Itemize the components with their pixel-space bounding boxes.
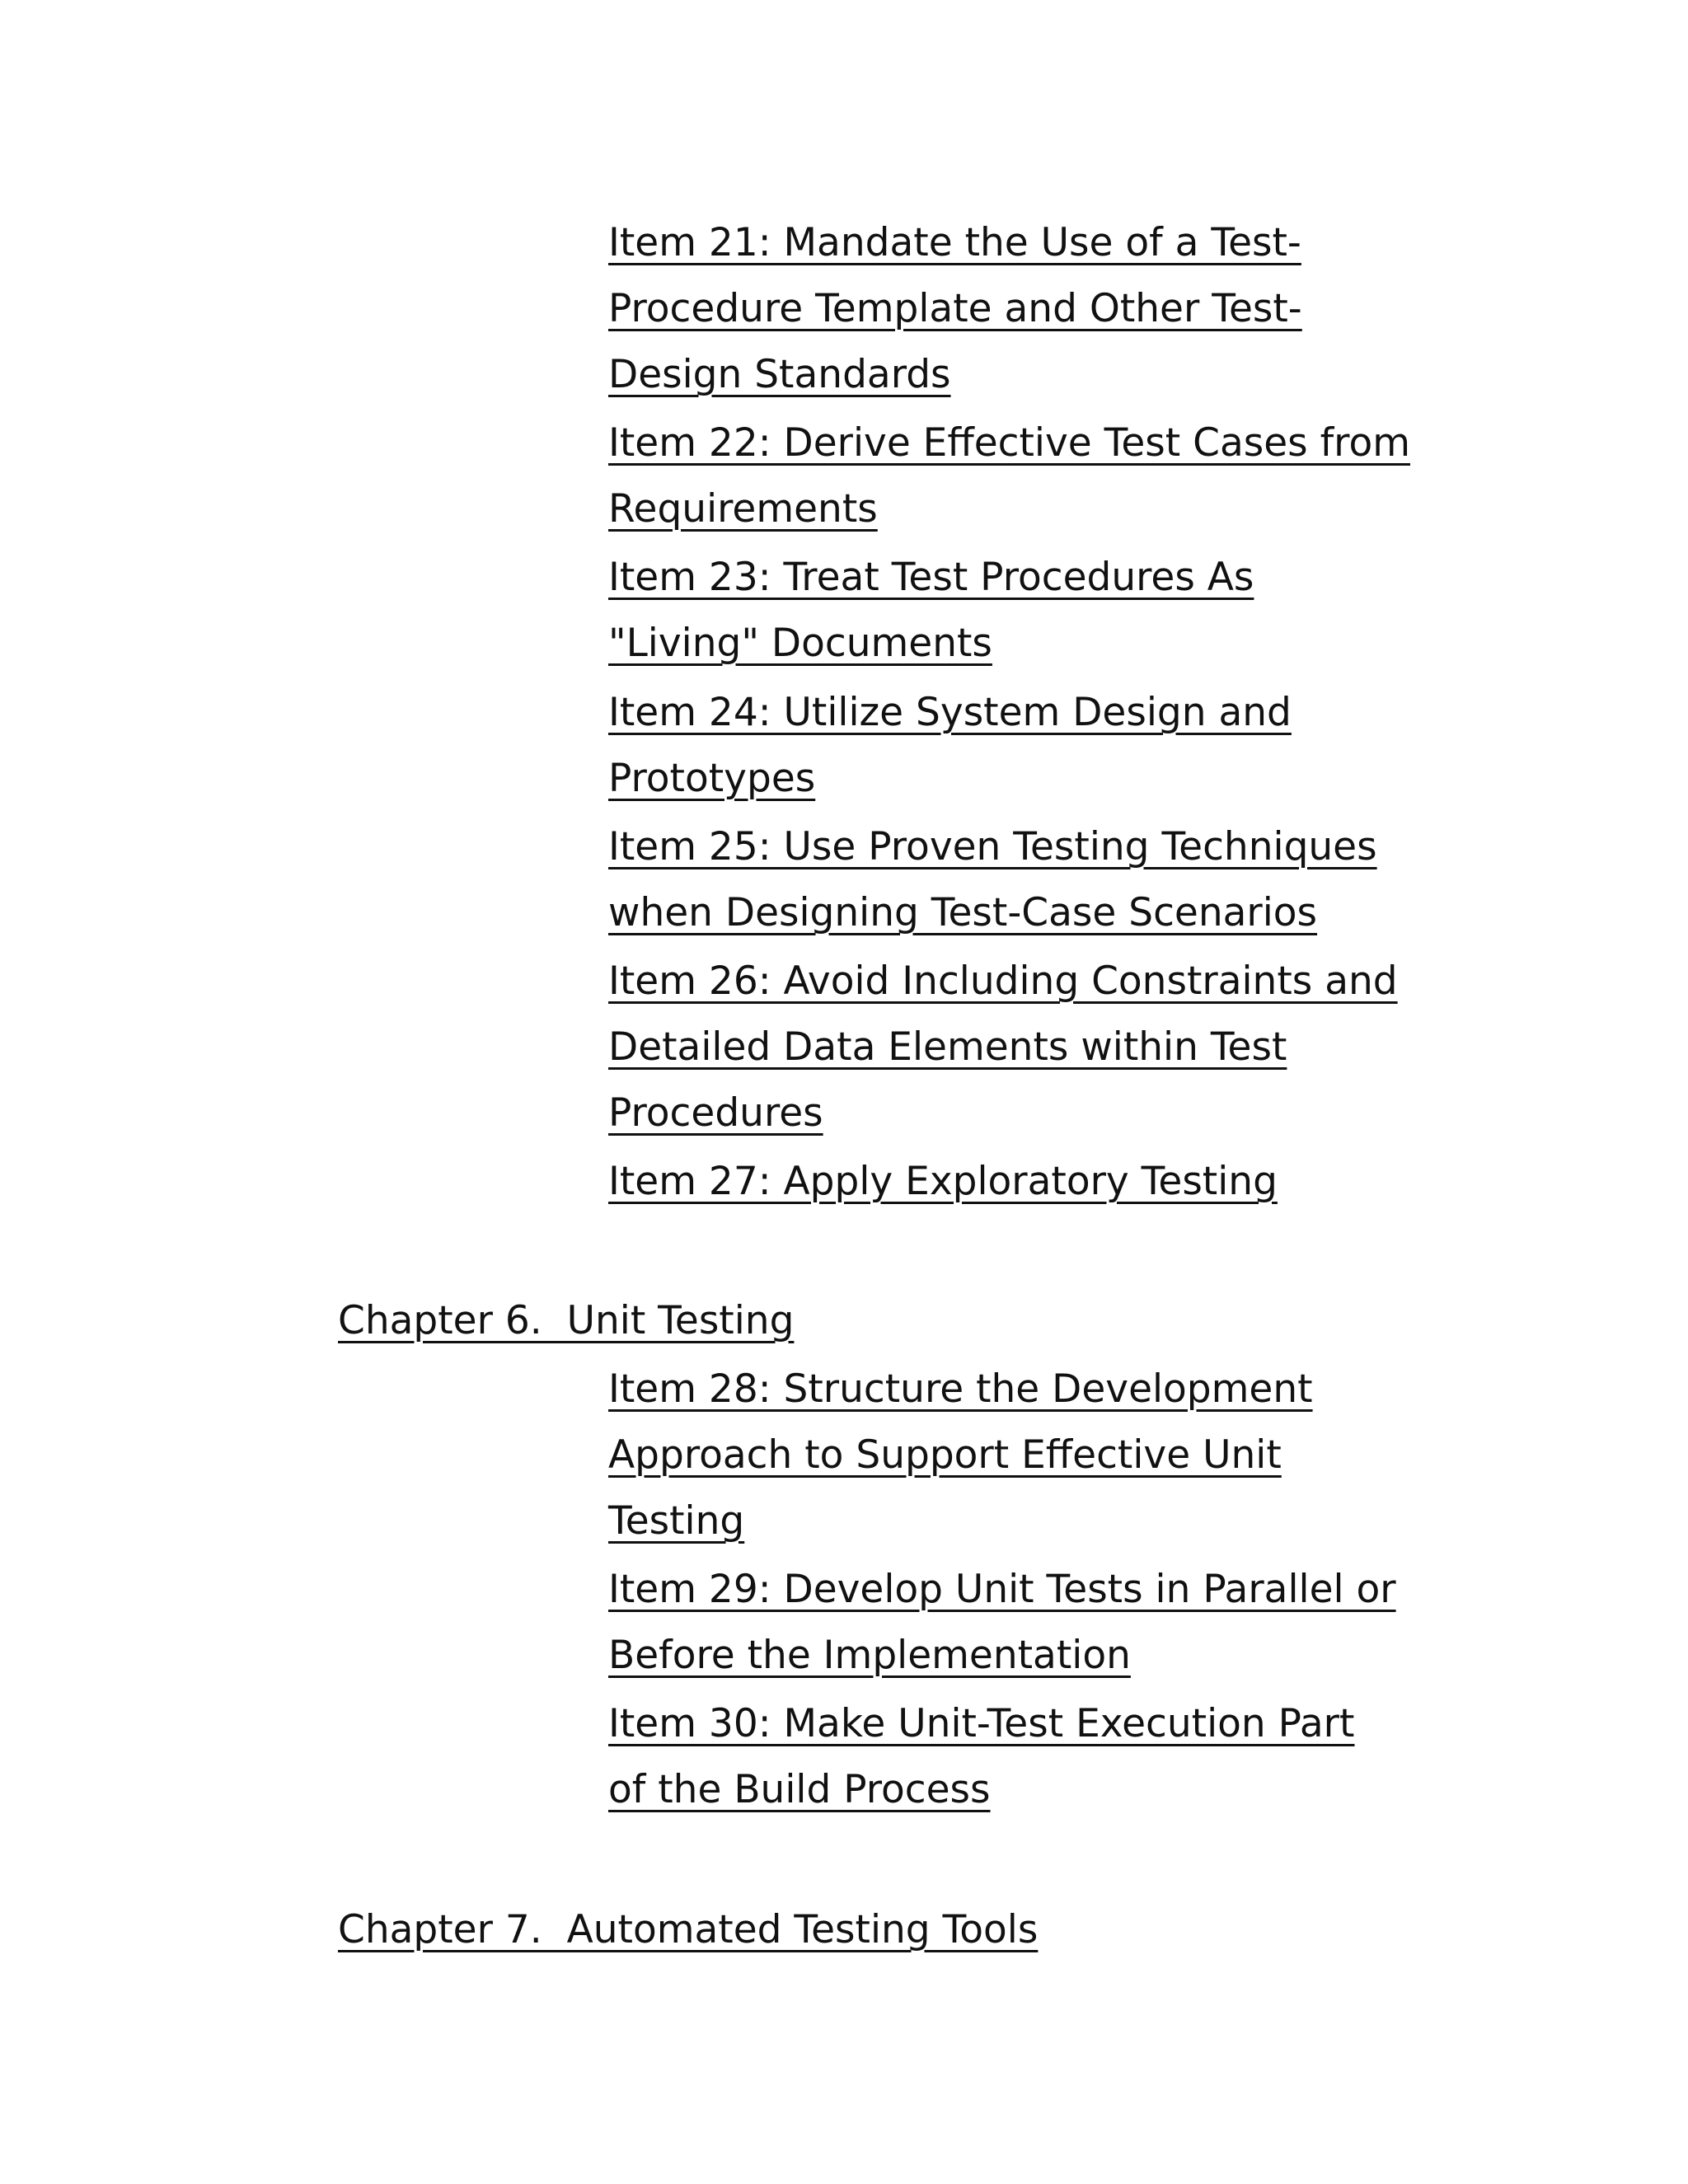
toc-item-23[interactable] (608, 545, 1449, 677)
toc-item-26-line-1: Item 26: Avoid Including Constraints and (608, 958, 1398, 1004)
toc-item-22[interactable] (608, 410, 1449, 542)
toc-item-30-line-2: of the Build Process (608, 1767, 991, 1812)
toc-item-29[interactable] (608, 1557, 1449, 1689)
toc-item-30-line-1: Item 30: Make Unit-Test Execution Part (608, 1701, 1355, 1746)
toc-item-22-line-2: Requirements (608, 486, 878, 532)
toc-item-22-line-1: Item 22: Derive Effective Test Cases from (608, 420, 1410, 466)
toc-item-25-line-2: when Designing Test-Case Scenarios (608, 890, 1318, 935)
toc-item-29-line-2: Before the Implementation (608, 1633, 1131, 1678)
toc-item-25[interactable] (608, 814, 1449, 946)
toc-item-23-line-2: "Living" Documents (608, 621, 992, 666)
toc-item-28-line-1: Item 28: Structure the Development (608, 1366, 1313, 1412)
toc-item-21-line-2: Procedure Template and Other Test- (608, 286, 1302, 331)
toc-item-21-line-3: Design Standards (608, 352, 951, 397)
toc-item-30[interactable] (608, 1691, 1449, 1823)
toc-item-26[interactable] (608, 949, 1449, 1146)
toc-item-28-line-3: Testing (608, 1498, 745, 1544)
toc-item-25-line-1: Item 25: Use Proven Testing Techniques (608, 824, 1377, 869)
toc-item-28-line-2: Approach to Support Effective Unit (608, 1432, 1282, 1478)
toc-chapter-6[interactable]: Chapter 6. Unit Testing (338, 1298, 795, 1343)
toc-item-24[interactable] (608, 680, 1449, 812)
toc-item-24-line-1: Item 24: Utilize System Design and (608, 690, 1292, 735)
toc-item-21[interactable] (608, 210, 1449, 408)
toc-item-23-line-1: Item 23: Treat Test Procedures As (608, 555, 1254, 600)
toc-item-28[interactable] (608, 1357, 1449, 1554)
toc-item-26-line-2: Detailed Data Elements within Test (608, 1024, 1287, 1070)
toc-item-21-line-1: Item 21: Mandate the Use of a Test- (608, 220, 1301, 265)
toc-item-24-line-2: Prototypes (608, 756, 816, 801)
toc-chapter-7[interactable]: Chapter 7. Automated Testing Tools (338, 1907, 1039, 1952)
toc-item-27-line-1: Item 27: Apply Exploratory Testing (608, 1159, 1278, 1204)
toc-item-26-line-3: Procedures (608, 1090, 823, 1136)
toc-item-29-line-1: Item 29: Develop Unit Tests in Parallel or (608, 1567, 1396, 1612)
toc-item-27[interactable] (608, 1149, 1449, 1215)
